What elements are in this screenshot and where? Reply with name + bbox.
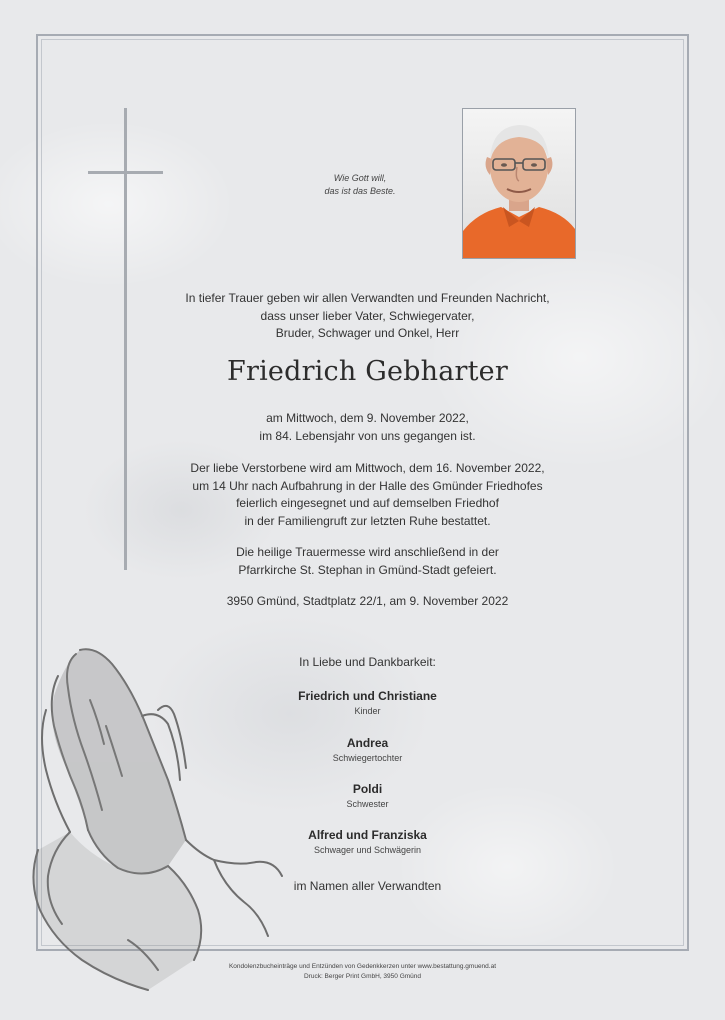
- mourner-relation: Schwiegertochter: [332, 753, 403, 763]
- mourner-name: Alfred und Franziska: [308, 828, 427, 842]
- funeral-line: in der Familiengruft zur letzten Ruhe bestattet.: [244, 513, 491, 528]
- intro-line: Bruder, Schwager und Onkel, Herr: [275, 326, 460, 340]
- deceased-name: Friedrich Gebharter: [227, 356, 508, 387]
- mass-line: Pfarrkirche St. Stephan in Gmünd-Stadt gefeiert.: [238, 562, 497, 577]
- death-line: am Mittwoch, dem 9. November 2022,: [266, 411, 469, 425]
- quote-line: das ist das Beste.: [324, 186, 396, 196]
- mourner-name: Andrea: [346, 736, 389, 750]
- portrait-photo: [462, 108, 576, 259]
- death-line: im 84. Lebensjahr von uns gegangen ist.: [259, 428, 476, 443]
- behalf-line: im Namen aller Verwandten: [293, 879, 442, 893]
- quote: [300, 172, 420, 198]
- intro-text: [150, 290, 585, 343]
- mourner-relation: Schwager und Schwägerin: [313, 845, 422, 855]
- mourner-relation: Kinder: [354, 706, 381, 716]
- funeral-line: um 14 Uhr nach Aufbahrung in der Halle des Gmünder Friedhofes: [192, 478, 543, 493]
- closing-line: In Liebe und Dankbarkeit:: [299, 655, 436, 669]
- intro-line: In tiefer Trauer geben wir allen Verwandten und Freunden Nachricht,: [185, 291, 550, 305]
- mass-info: [150, 544, 585, 579]
- praying-hands-icon: [18, 640, 288, 1000]
- mass-line: Die heilige Trauermesse wird anschließend in der: [236, 545, 499, 559]
- quote-line: Wie Gott will,: [333, 173, 387, 183]
- mourner-name: Friedrich und Christiane: [298, 689, 437, 703]
- mourner-name: Poldi: [352, 782, 383, 796]
- mourner-relation: Schwester: [346, 799, 389, 809]
- footer-line: Druck: Berger Print GmbH, 3950 Gmünd: [303, 972, 422, 980]
- place-date: 3950 Gmünd, Stadtplatz 22/1, am 9. November 2022: [226, 594, 509, 608]
- footer-line: Kondolenzbucheinträge und Entzünden von Gedenkkerzen unter www.bestattung.gmuend.at: [228, 963, 497, 970]
- intro-line: dass unser lieber Vater, Schwiegervater,: [260, 308, 475, 323]
- funeral-line: Der liebe Verstorbene wird am Mittwoch, dem 16. November 2022,: [190, 461, 545, 475]
- funeral-info: [150, 460, 585, 530]
- death-notice: [150, 410, 585, 445]
- funeral-line: feierlich eingesegnet und auf demselben Friedhof: [236, 496, 499, 510]
- footer: [150, 962, 575, 981]
